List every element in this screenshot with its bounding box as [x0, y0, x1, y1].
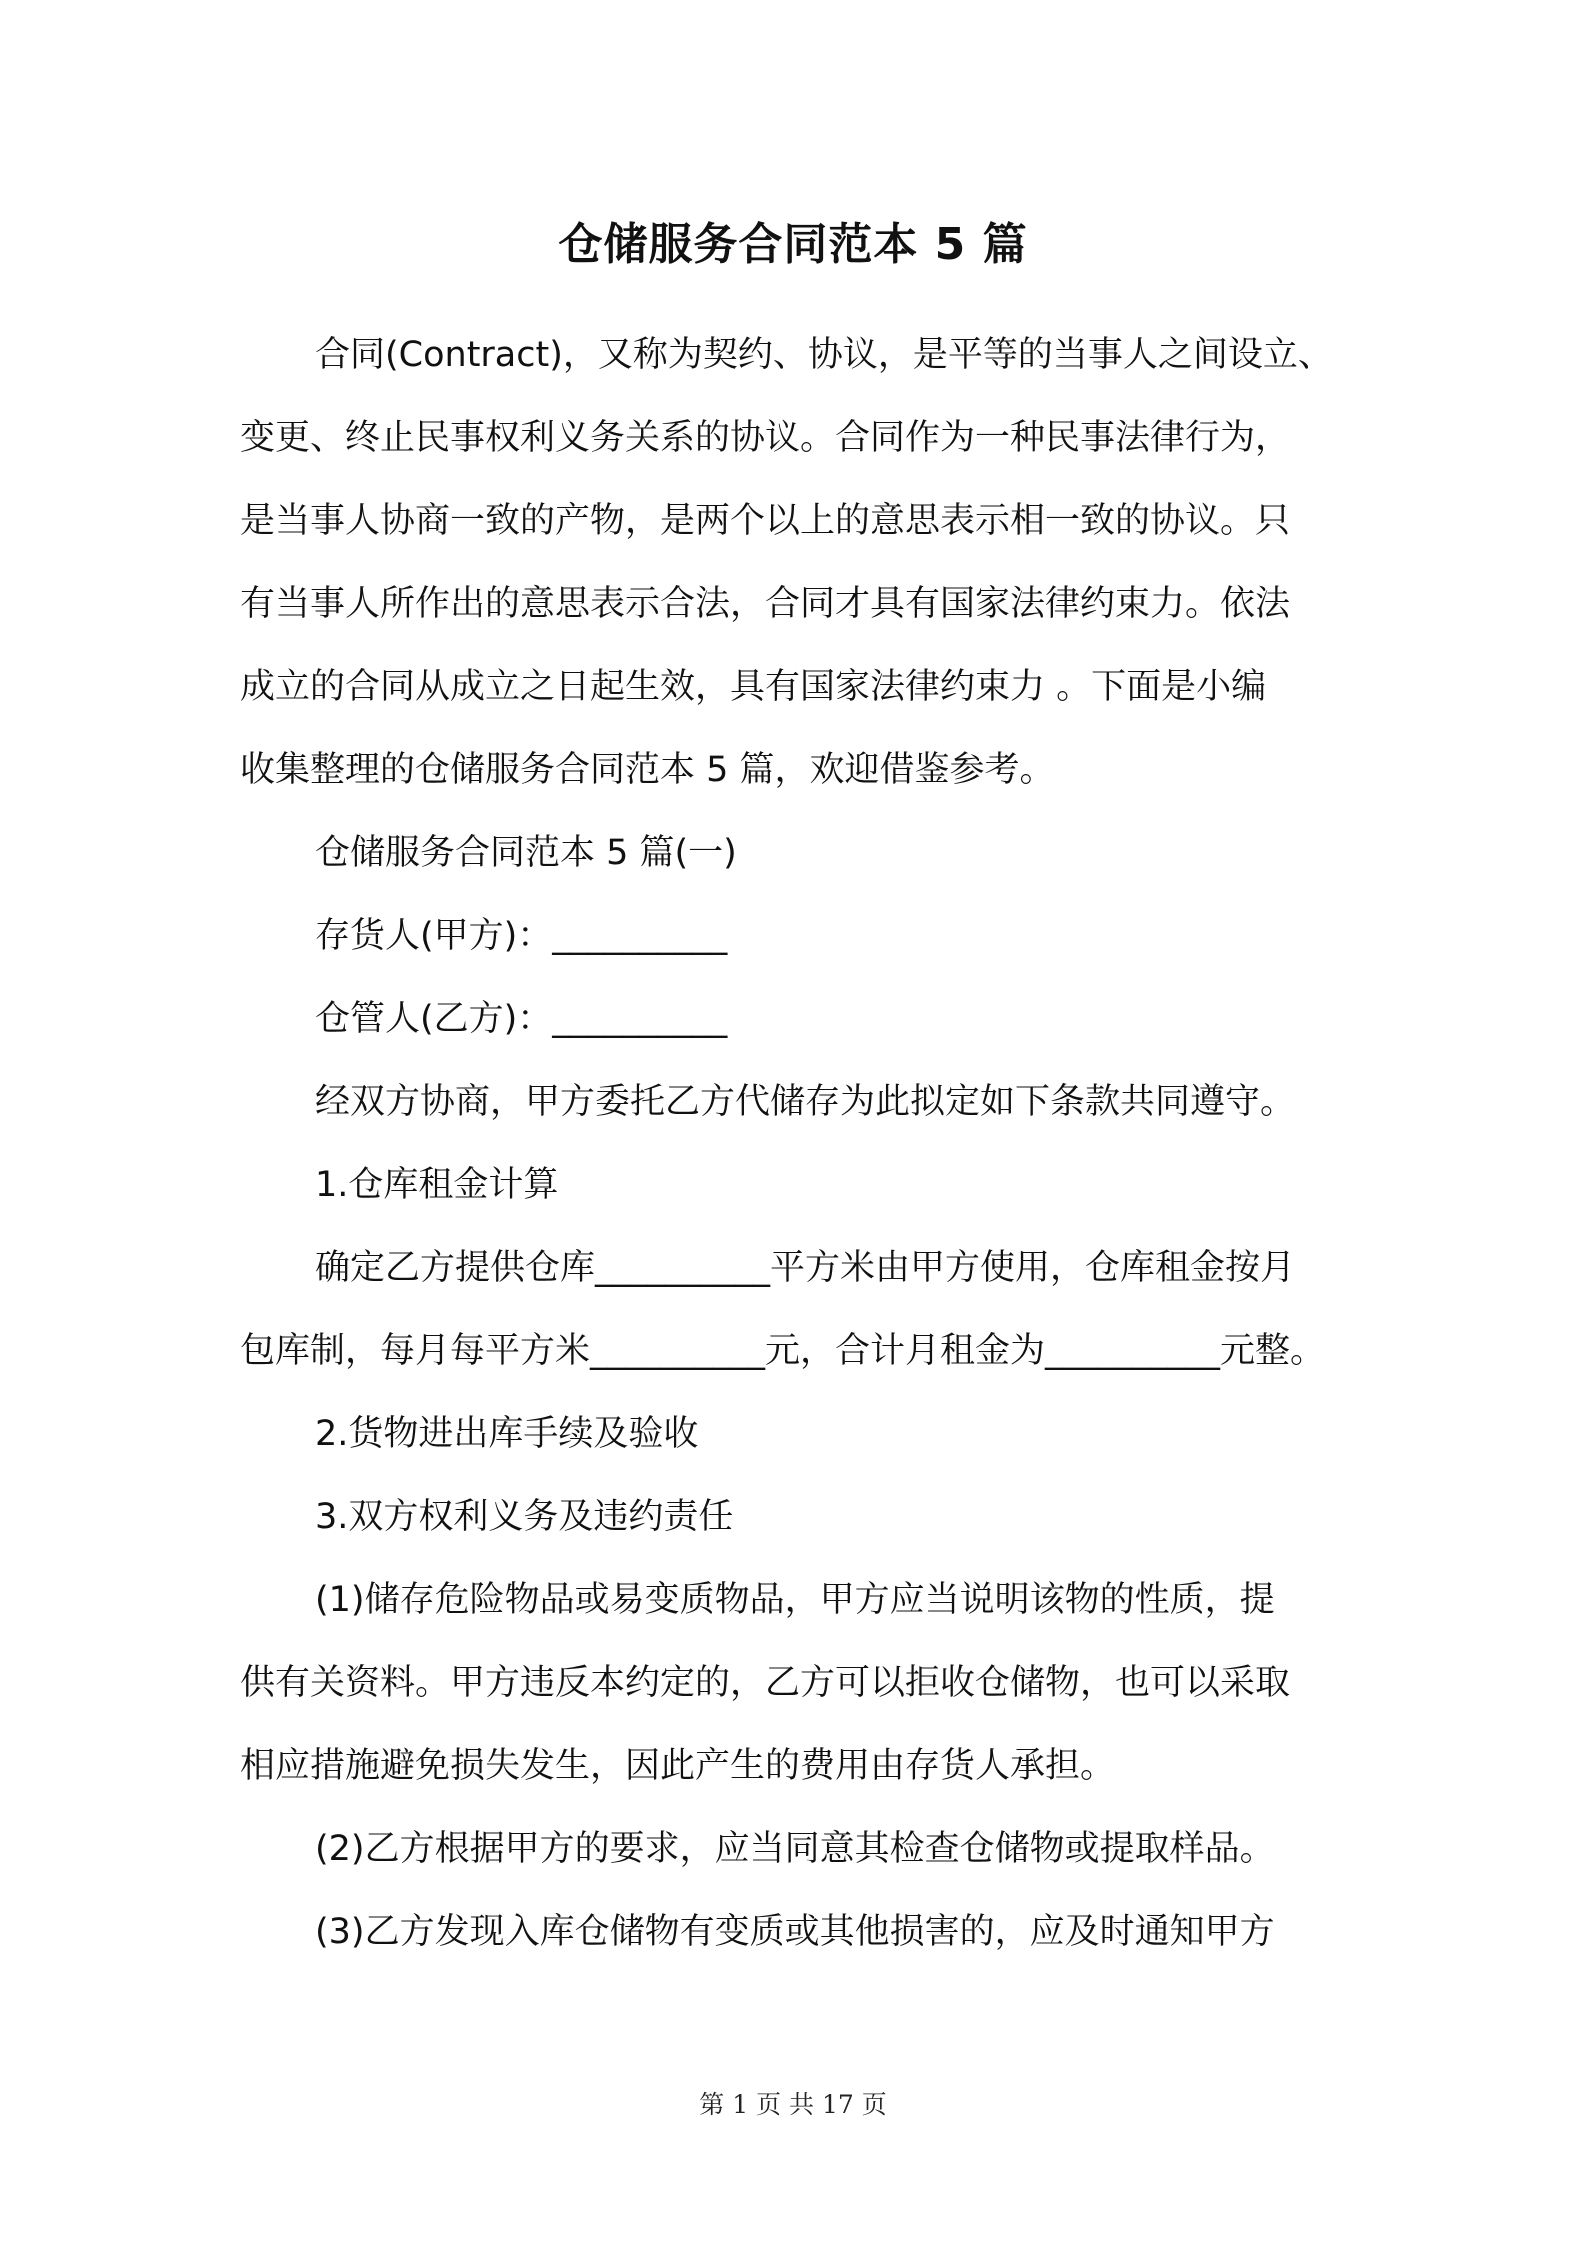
clause-3-item-1-line-3: 相应措施避免损失发生，因此产生的费用由存货人承担。	[240, 1746, 1116, 1786]
intro-line-6: 收集整理的仓储服务合同范本 5 篇，欢迎借鉴参考。	[240, 750, 1055, 790]
document-title: 仓储服务合同范本 5 篇	[558, 219, 1028, 270]
clause-3-item-3: (3)乙方发现入库仓储物有变质或其他损害的，应及时通知甲方	[315, 1912, 1275, 1952]
page-number-footer: 第 1 页 共 17 页	[699, 2090, 887, 2119]
depositor-field: 存货人(甲方)：__________	[315, 916, 728, 956]
intro-line-4: 有当事人所作出的意思表示合法，合同才具有国家法律约束力。依法	[240, 584, 1291, 624]
intro-line-3: 是当事人协商一致的产物，是两个以上的意思表示相一致的协议。只	[240, 501, 1291, 541]
intro-line-2: 变更、终止民事权利义务关系的协议。合同作为一种民事法律行为，	[240, 418, 1291, 458]
clause-3-heading: 3.双方权利义务及违约责任	[315, 1497, 734, 1537]
warehouse-keeper-field: 仓管人(乙方)：__________	[315, 999, 728, 1039]
section-heading: 仓储服务合同范本 5 篇(一)	[315, 833, 737, 873]
agreement-intro: 经双方协商，甲方委托乙方代储存为此拟定如下条款共同遵守。	[315, 1082, 1296, 1122]
clause-1-heading: 1.仓库租金计算	[315, 1165, 559, 1205]
clause-3-item-1-line-2: 供有关资料。甲方违反本约定的，乙方可以拒收仓储物，也可以采取	[240, 1663, 1291, 1703]
clause-1-line-2: 包库制，每月每平方米__________元，合计月租金为__________元整。	[240, 1331, 1326, 1371]
intro-line-1: 合同(Contract)，又称为契约、协议，是平等的当事人之间设立、	[315, 335, 1333, 375]
clause-3-item-1-line-1: (1)储存危险物品或易变质物品，甲方应当说明该物的性质，提	[315, 1580, 1275, 1620]
clause-1-line-1: 确定乙方提供仓库__________平方米由甲方使用，仓库租金按月	[315, 1248, 1296, 1288]
intro-line-5: 成立的合同从成立之日起生效，具有国家法律约束力 。下面是小编	[240, 667, 1267, 707]
clause-2-heading: 2.货物进出库手续及验收	[315, 1414, 699, 1454]
clause-3-item-2: (2)乙方根据甲方的要求，应当同意其检查仓储物或提取样品。	[315, 1829, 1275, 1869]
